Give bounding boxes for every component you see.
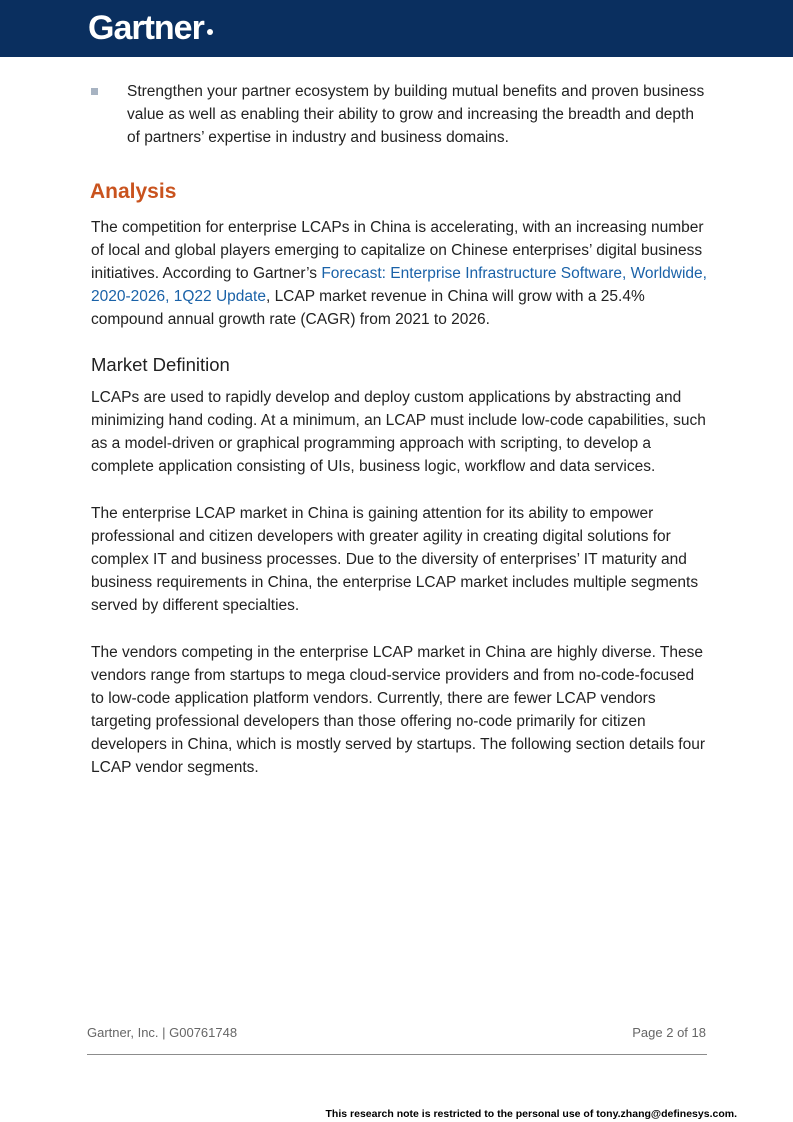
bullet-text: Strengthen your partner ecosystem by building mutual benefits and proven business value as well as enabling their ability to grow and increasing the breadth and depth of partners’ expertise in industry and business domains. [127, 83, 705, 146]
page-header [0, 0, 793, 57]
market-definition-heading: Market Definition [91, 354, 230, 375]
market-definition-paragraph-3: The vendors competing in the enterprise LCAP market in China are highly diverse. These vendors range from startups to mega cloud-service providers and from no-code-focused to low-code application platform vendors. Currently, there are fewer LCAP vendors targeting professional developers than those offering no-code primarily for citizen developers in China, which is mostly served by startups. The following section details four LCAP vendor segments. [91, 644, 705, 776]
logo-registered-dot [207, 29, 213, 35]
footer-document-id: Gartner, Inc. | G00761748 [87, 1025, 238, 1040]
footer-page-number: Page 2 of 18 [632, 1025, 706, 1040]
forecast-report-link[interactable]: Forecast: Enterprise Infrastructure Software, Worldwide, 2020-2026, 1Q22 Update [91, 265, 707, 305]
restriction-note: This research note is restricted to the personal use of tony.zhang@definesys.com. [325, 1108, 737, 1120]
analysis-paragraph [91, 216, 711, 331]
square-bullet-icon [91, 88, 98, 95]
bullet-list-item [91, 80, 711, 149]
analysis-heading: Analysis [90, 180, 177, 203]
market-definition-paragraph-2: The enterprise LCAP market in China is gaining attention for its ability to empower professional and citizen developers with greater agility in creating digital solutions for complex IT and business processes. Due to the diversity of enterprises’ IT maturity and business requirements in China, the enterprise LCAP market includes multiple segments served by different specialties. [91, 505, 699, 614]
analysis-text-start: The competition for enterprise LCAPs in China is accelerating, with an increasing number of local and global players emerging to capitalize on Chinese enterprises’ digital business initiatives. According to Gartner’s [91, 219, 704, 282]
gartner-logo: Gartner [88, 9, 204, 47]
market-definition-paragraph-1: LCAPs are used to rapidly develop and deploy custom applications by abstracting and minimizing hand coding. At a minimum, an LCAP must include low-code capabilities, such as a model-driven or graphical programming approach with scripting, to develop a complete application consisting of UIs, business logic, workflow and data services. [91, 389, 706, 475]
footer-divider [87, 1054, 707, 1055]
analysis-text-end: , LCAP market revenue in China will grow with a 25.4% compound annual growth rate (CAGR) from 2021 to 2026. [91, 288, 645, 328]
